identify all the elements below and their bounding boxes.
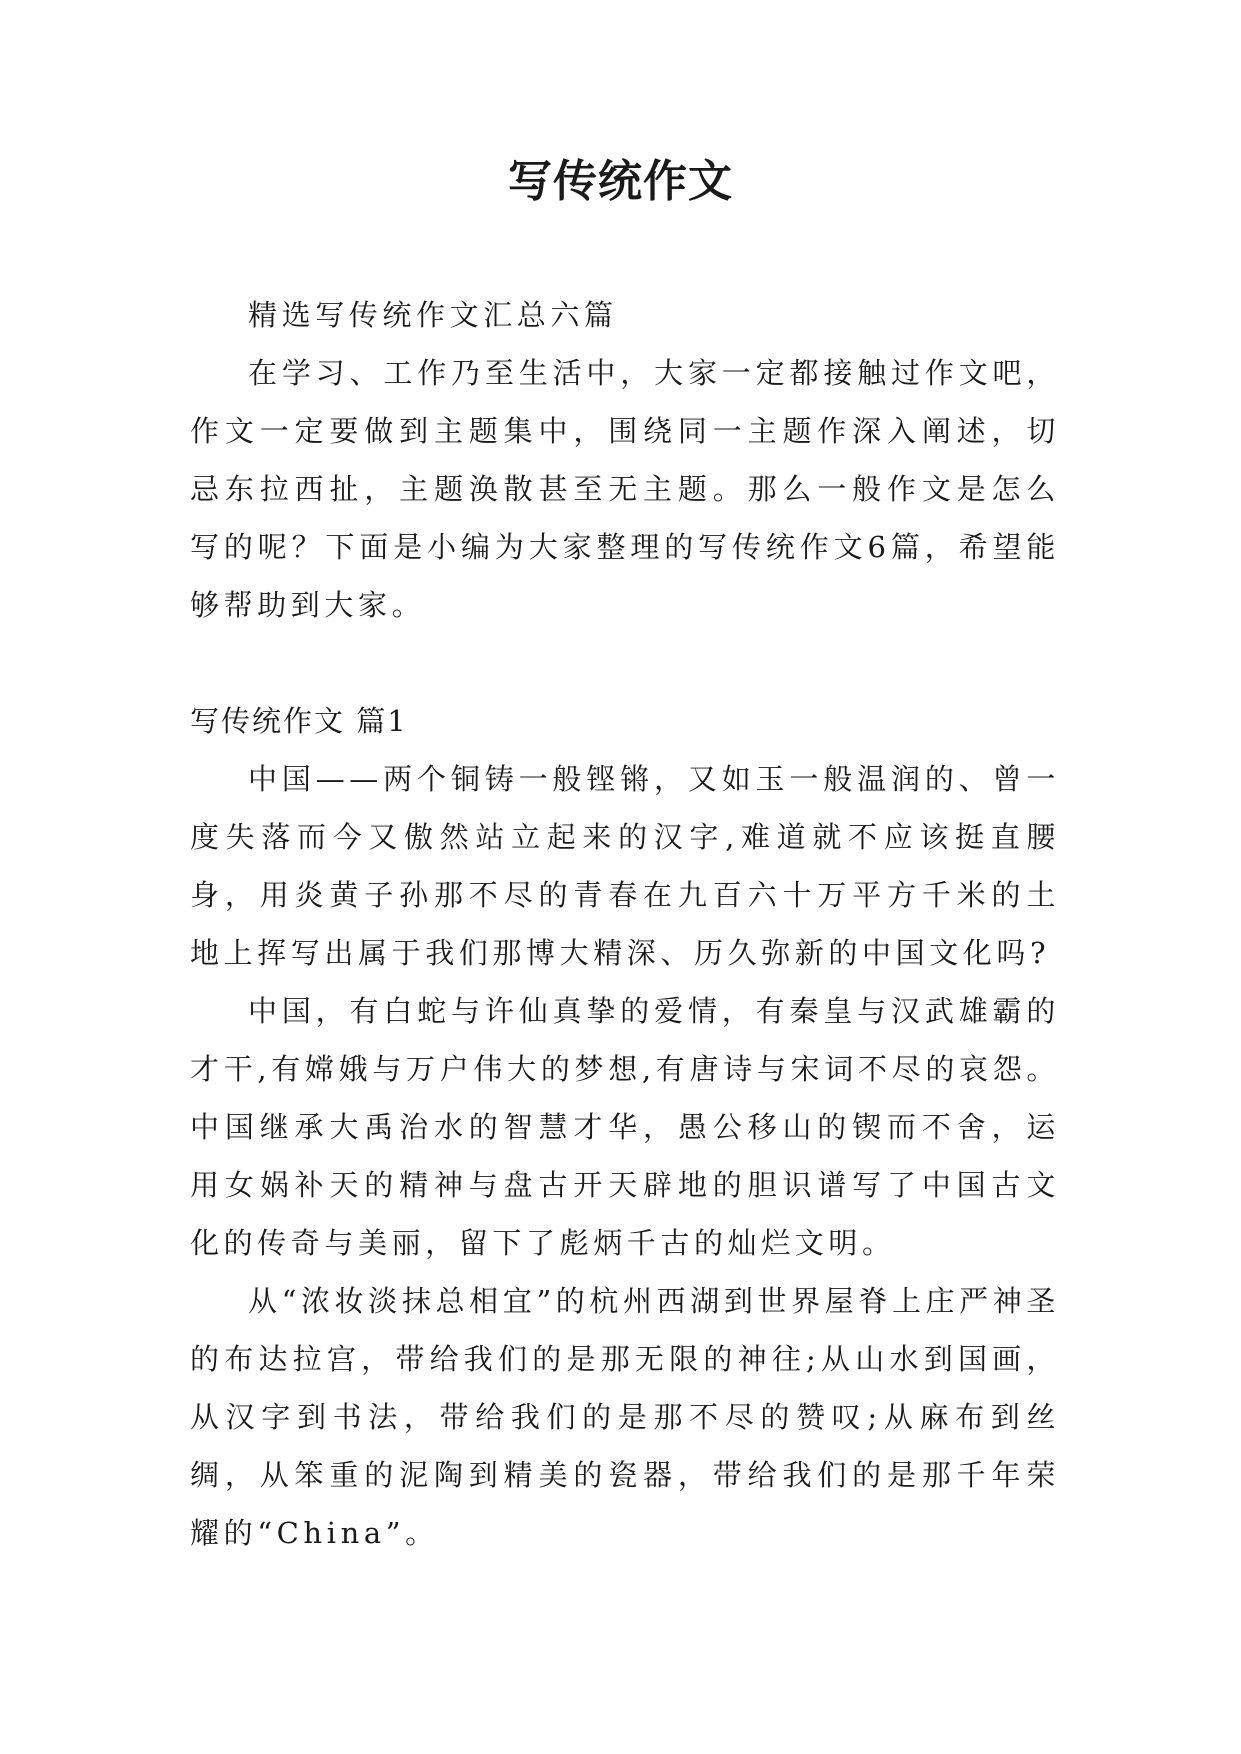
section-heading: 写传统作文 篇1 — [190, 704, 408, 738]
intro-paragraph: 在学习、工作乃至生活中，大家一定都接触过作文吧，作文一定要做到主题集中，围绕同一主题作深入阐述，切忌东拉西扯，主题涣散甚至无主题。那么一般作文是怎么写的呢？下面是小编为大家整理的写传统作文6篇，希望能够帮助到大家。 — [190, 356, 1060, 622]
document-title: 写传统作文 — [508, 156, 733, 207]
document-subtitle: 精选写传统作文汇总六篇 — [248, 298, 618, 332]
body-paragraph-3: 从“浓妆淡抹总相宜”的杭州西湖到世界屋脊上庄严神圣的布达拉宫，带给我们的是那无限的神往;从山水到国画，从汉字到书法，带给我们的是那不尽的赞叹;从麻布到丝绸，从笨重的泥陶到精美的瓷器，带给我们的是那千年荣耀的“China”。 — [190, 1284, 1060, 1550]
document-body — [190, 286, 1060, 1562]
body-paragraph-2: 中国，有白蛇与许仙真挚的爱情，有秦皇与汉武雄霸的才干,有嫦娥与万户伟大的梦想,有唐诗与宋词不尽的哀怨。中国继承大禹治水的智慧才华，愚公移山的锲而不舍，运用女娲补天的精神与盘古开天辟地的胆识谱写了中国古文化的传奇与美丽，留下了彪炳千古的灿烂文明。 — [190, 994, 1060, 1260]
body-paragraph-1: 中国——两个铜铸一般铿锵，又如玉一般温润的、曾一度失落而今又傲然站立起来的汉字,难道就不应该挺直腰身，用炎黄子孙那不尽的青春在九百六十万平方千米的土地上挥写出属于我们那博大精深、历久弥新的中国文化吗? — [190, 762, 1060, 970]
